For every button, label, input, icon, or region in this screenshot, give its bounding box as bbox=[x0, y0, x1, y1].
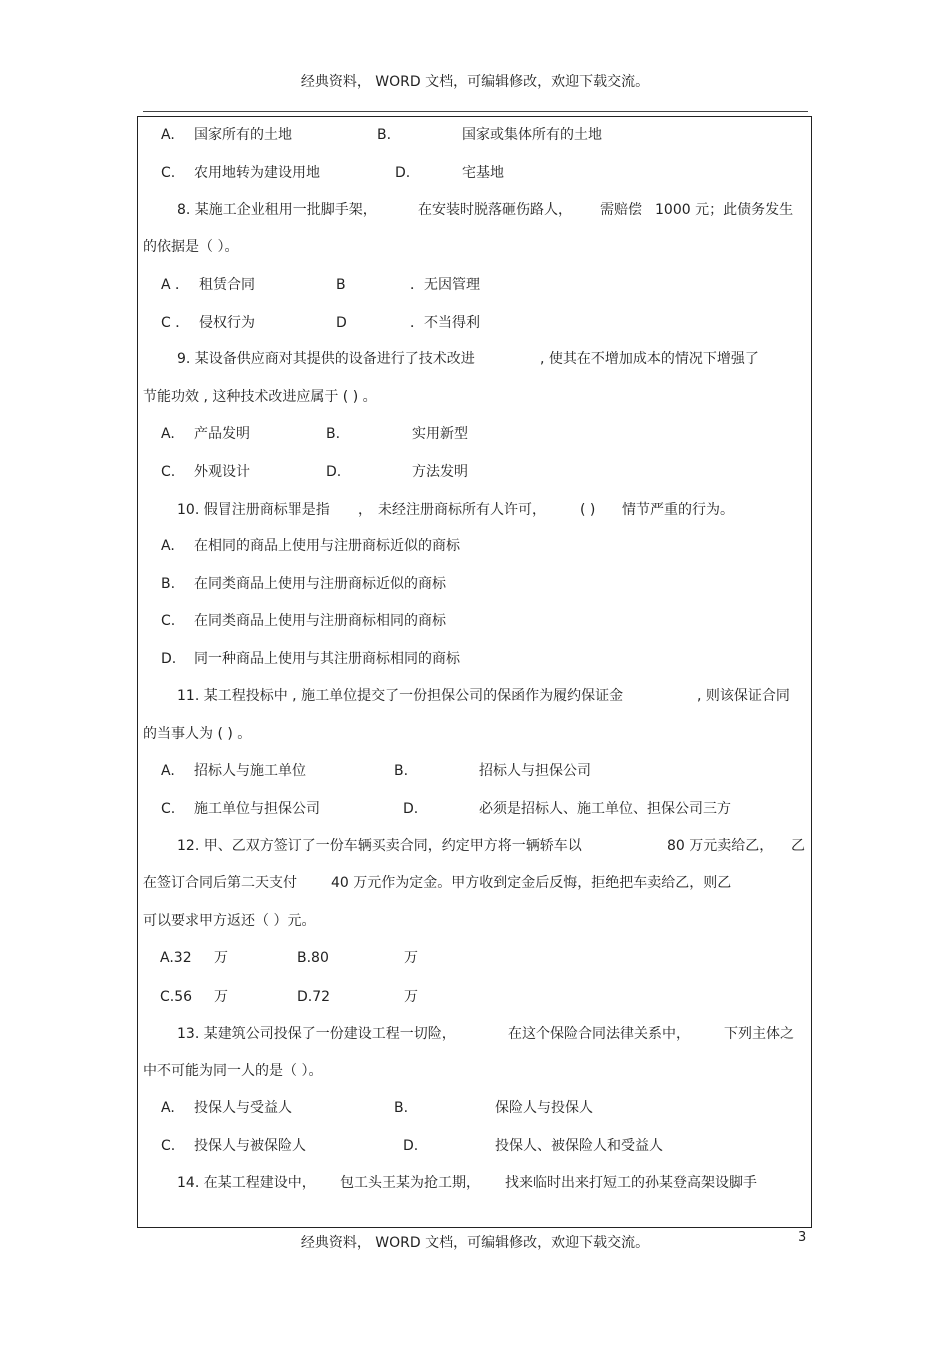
q9-stem-line2: 节能功效 , 这种技术改进应属于 ( ) 。 bbox=[143, 389, 377, 405]
q12-option-d-unit: 万 bbox=[404, 989, 418, 1005]
q8-option-c-text: 侵权行为 bbox=[199, 315, 255, 331]
q9-option-b-label: B. bbox=[326, 426, 341, 442]
q13-option-c-label: C. bbox=[161, 1138, 176, 1154]
q13-stem-part3: 下列主体之 bbox=[724, 1026, 794, 1042]
q11-option-b-label: B. bbox=[394, 763, 409, 779]
q12-option-c-unit: 万 bbox=[214, 989, 228, 1005]
q11-stem-part1: 11. 某工程投标中 , 施工单位提交了一份担保公司的保函作为履约保证金 bbox=[177, 688, 624, 704]
q7-option-c-text: 农用地转为建设用地 bbox=[194, 165, 320, 181]
q11-option-b-text: 招标人与担保公司 bbox=[479, 763, 591, 779]
q8-option-d-label: D bbox=[336, 315, 347, 331]
q12-stem-line3: 可以要求甲方返还（ ）元。 bbox=[143, 913, 316, 929]
q12-option-b-unit: 万 bbox=[404, 950, 418, 966]
page-header: 经典资料， WORD 文档，可编辑修改，欢迎下载交流。 bbox=[300, 74, 650, 90]
q9-option-d-text: 方法发明 bbox=[412, 464, 468, 480]
q7-option-d-text: 宅基地 bbox=[462, 165, 504, 181]
header-divider bbox=[143, 111, 808, 112]
q8-stem-line2: 的依据是（ ）。 bbox=[143, 239, 239, 255]
q10-option-c-text: 在同类商品上使用与注册商标相同的商标 bbox=[194, 613, 446, 629]
q8-option-c-label: C ． bbox=[161, 315, 190, 331]
q8-option-d-text: ．不当得利 bbox=[410, 315, 480, 331]
q12-stem-part2: 80 万元卖给乙， bbox=[667, 838, 774, 854]
q10-stem-part3: 未经注册商标所有人许可， bbox=[378, 502, 546, 518]
q10-stem-part1: 10. 假冒注册商标罪是指 bbox=[177, 502, 330, 518]
q9-option-a-label: A. bbox=[161, 426, 175, 442]
q9-stem-part1: 9. 某设备供应商对其提供的设备进行了技术改进 bbox=[177, 351, 475, 367]
q11-stem-part2: , 则该保证合同 bbox=[697, 688, 790, 704]
q7-option-c-label: C. bbox=[161, 165, 176, 181]
q13-option-b-text: 保险人与投保人 bbox=[495, 1100, 593, 1116]
q7-option-d-label: D. bbox=[395, 165, 411, 181]
q10-option-a-text: 在相同的商品上使用与注册商标近似的商标 bbox=[194, 538, 460, 554]
q10-stem-part5: 情节严重的行为。 bbox=[622, 502, 734, 518]
q9-option-c-label: C. bbox=[161, 464, 176, 480]
q13-stem-part1: 13. 某建筑公司投保了一份建设工程一切险， bbox=[177, 1026, 456, 1042]
q7-option-a-text: 国家所有的土地 bbox=[194, 127, 292, 143]
q8-stem-part3: 需赔偿 bbox=[600, 202, 642, 218]
q10-option-d-text: 同一种商品上使用与其注册商标相同的商标 bbox=[194, 651, 460, 667]
q11-option-d-text: 必须是招标人、施工单位、担保公司三方 bbox=[479, 801, 731, 817]
q9-option-b-text: 实用新型 bbox=[412, 426, 468, 442]
q8-option-b-label: B bbox=[336, 277, 346, 293]
q13-option-a-label: A. bbox=[161, 1100, 175, 1116]
q12-option-b-label: B.80 bbox=[297, 950, 329, 966]
q9-option-d-label: D. bbox=[326, 464, 342, 480]
q14-stem-part3: 找来临时出来打短工的孙某登高架设脚手 bbox=[505, 1175, 757, 1191]
q13-option-b-label: B. bbox=[394, 1100, 409, 1116]
q12-option-a-label: A.32 bbox=[160, 950, 192, 966]
q12-option-d-label: D.72 bbox=[297, 989, 331, 1005]
q9-stem-part2: , 使其在不增加成本的情况下增强了 bbox=[540, 351, 759, 367]
q12-option-a-unit: 万 bbox=[214, 950, 228, 966]
q7-option-a-label: A. bbox=[161, 127, 175, 143]
q14-stem-part2: 包工头王某为抢工期， bbox=[340, 1175, 480, 1191]
q12-stem-line2b: 40 万元作为定金。甲方收到定金后反悔，拒绝把车卖给乙，则乙 bbox=[331, 875, 732, 891]
page-number: 3 bbox=[798, 1230, 807, 1245]
q8-option-b-text: ．无因管理 bbox=[410, 277, 480, 293]
q13-option-d-label: D. bbox=[403, 1138, 419, 1154]
q7-option-b-label: B. bbox=[377, 127, 392, 143]
q12-stem-part1: 12. 甲、乙双方签订了一份车辆买卖合同，约定甲方将一辆轿车以 bbox=[177, 838, 582, 854]
q11-option-a-label: A. bbox=[161, 763, 175, 779]
q11-option-c-text: 施工单位与担保公司 bbox=[194, 801, 320, 817]
q10-option-a-label: A. bbox=[161, 538, 175, 554]
q10-stem-part2: ， bbox=[358, 502, 372, 518]
q11-stem-line2: 的当事人为 ( ) 。 bbox=[143, 726, 252, 742]
q12-stem-part3: 乙 bbox=[791, 838, 805, 854]
page-footer: 经典资料， WORD 文档，可编辑修改，欢迎下载交流。 bbox=[300, 1235, 650, 1251]
q8-stem-part2: 在安装时脱落砸伤路人， bbox=[418, 202, 572, 218]
q8-stem-part1: 8. 某施工企业租用一批脚手架， bbox=[177, 202, 377, 218]
q14-stem-part1: 14. 在某工程建设中， bbox=[177, 1175, 316, 1191]
q8-stem-part4: 1000 元；此债务发生 bbox=[655, 202, 794, 218]
q9-option-c-text: 外观设计 bbox=[194, 464, 250, 480]
q11-option-c-label: C. bbox=[161, 801, 176, 817]
q13-option-d-text: 投保人、被保险人和受益人 bbox=[495, 1138, 663, 1154]
q9-option-a-text: 产品发明 bbox=[194, 426, 250, 442]
q12-option-c-label: C.56 bbox=[160, 989, 193, 1005]
q13-option-a-text: 投保人与受益人 bbox=[194, 1100, 292, 1116]
q7-option-b-text: 国家或集体所有的土地 bbox=[462, 127, 602, 143]
q8-option-a-text: 租赁合同 bbox=[199, 277, 255, 293]
q12-stem-line2a: 在签订合同后第二天支付 bbox=[143, 875, 297, 891]
q10-option-b-label: B. bbox=[161, 576, 176, 592]
q10-option-b-text: 在同类商品上使用与注册商标近似的商标 bbox=[194, 576, 446, 592]
q10-option-d-label: D. bbox=[161, 651, 177, 667]
q13-stem-line2: 中不可能为同一人的是（ ）。 bbox=[143, 1063, 323, 1079]
q10-option-c-label: C. bbox=[161, 613, 176, 629]
q13-stem-part2: 在这个保险合同法律关系中， bbox=[508, 1026, 690, 1042]
q8-option-a-label: A ． bbox=[161, 277, 190, 293]
q11-option-a-text: 招标人与施工单位 bbox=[194, 763, 306, 779]
q13-option-c-text: 投保人与被保险人 bbox=[194, 1138, 306, 1154]
q10-stem-part4: ( ) bbox=[580, 502, 596, 518]
q11-option-d-label: D. bbox=[403, 801, 419, 817]
